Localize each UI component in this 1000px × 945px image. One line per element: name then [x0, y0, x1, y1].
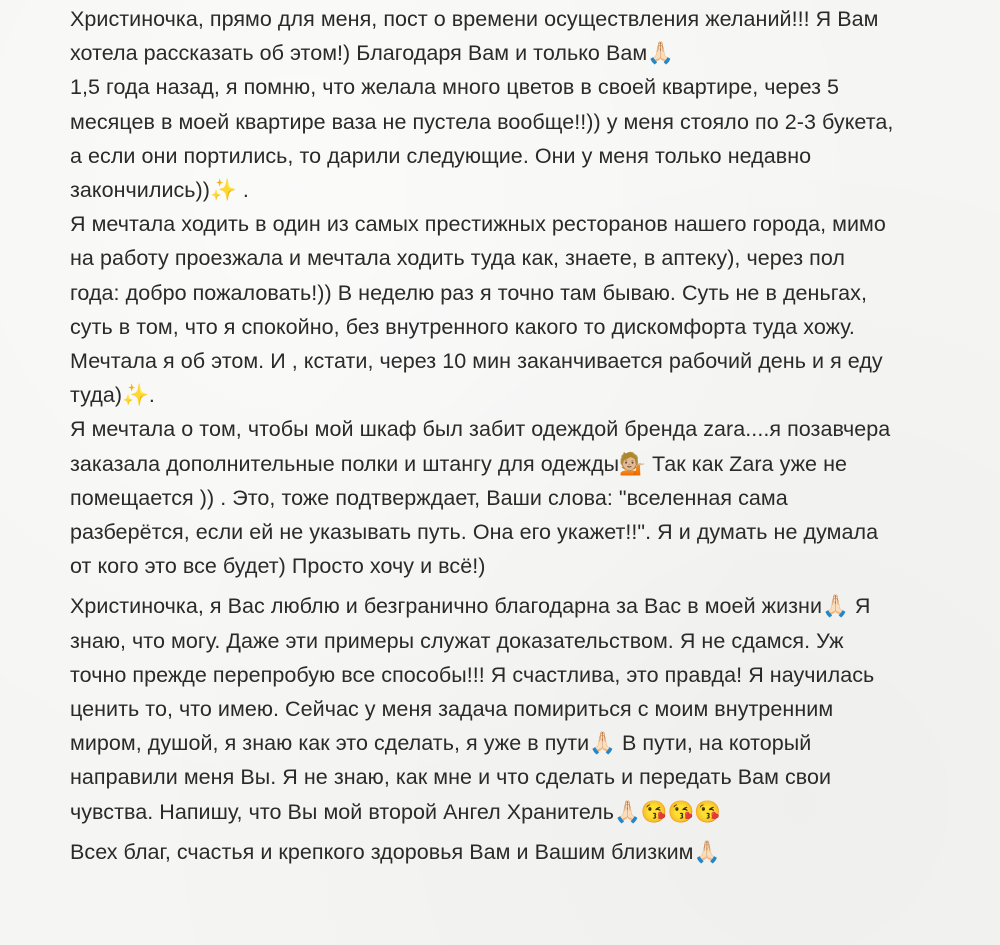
paragraph-closing-wishes: Всех благ, счастья и крепкого здоровья Вам и Вашим близким🙏🏻	[70, 839, 721, 864]
paragraph-gratitude: Христиночка, я Вас люблю и безгранично благодарна за Вас в моей жизни🙏🏻 Я знаю, что могу. Даже эти примеры служат доказательством. Я не сдамся. Уж точно прежде перепробую все способы!!! Я счастлива, это правда! Я научилась ценить то, что имею. Сейчас у меня задача помириться с моим внутренним миром, душой, я знаю как это сделать, я уже в пути🙏🏻 В пути, на который направили меня Вы. Я не знаю, как мне и что сделать и передать Вам свои чувства. Напишу, что Вы мой второй Ангел Хранитель🙏🏻😘😘😘	[70, 594, 875, 824]
paragraph-wardrobe: Я мечтала о том, чтобы мой шкаф был забит одеждой бренда zara....я позавчера заказала дополнительные полки и штангу для одежды💁🏼 Так как Zara уже не помещается )) . Это, тоже подтверждает, Ваши слова: "вселенная сама разберётся, если ей не указывать путь. Она его укажет!!". Я и думать не думала от кого это все будет) Просто хочу и всё!)	[70, 417, 891, 579]
paragraph-restaurant: Я мечтала ходить в один из самых престижных ресторанов нашего города, мимо на работу проезжала и мечтала ходить туда как, знаете, в аптеку), через пол года: добро пожаловать!)) В неделю раз я точно там бываю. Суть не в деньгах, суть в том, что я спокойно, без внутренного какого то дискомфорта туда хожу. Мечтала я об этом. И , кстати, через 10 мин заканчивается рабочий день и я еду туда)✨.	[70, 212, 886, 408]
note-body	[70, 2, 970, 869]
paragraph-wishes-post: Христиночка, прямо для меня, пост о времени осуществления желаний!!! Я Вам хотела рассказать об этом!) Благодаря Вам и только Вам🙏🏻	[70, 7, 879, 66]
paragraph-flowers: 1,5 года назад, я помню, что желала много цветов в своей квартире, через 5 месяцев в моей квартире ваза не пустела вообще!!)) у меня стояло по 2-3 букета, а если они портились, то дарили следующие. Они у меня только недавно закончились))✨ .	[70, 75, 894, 203]
